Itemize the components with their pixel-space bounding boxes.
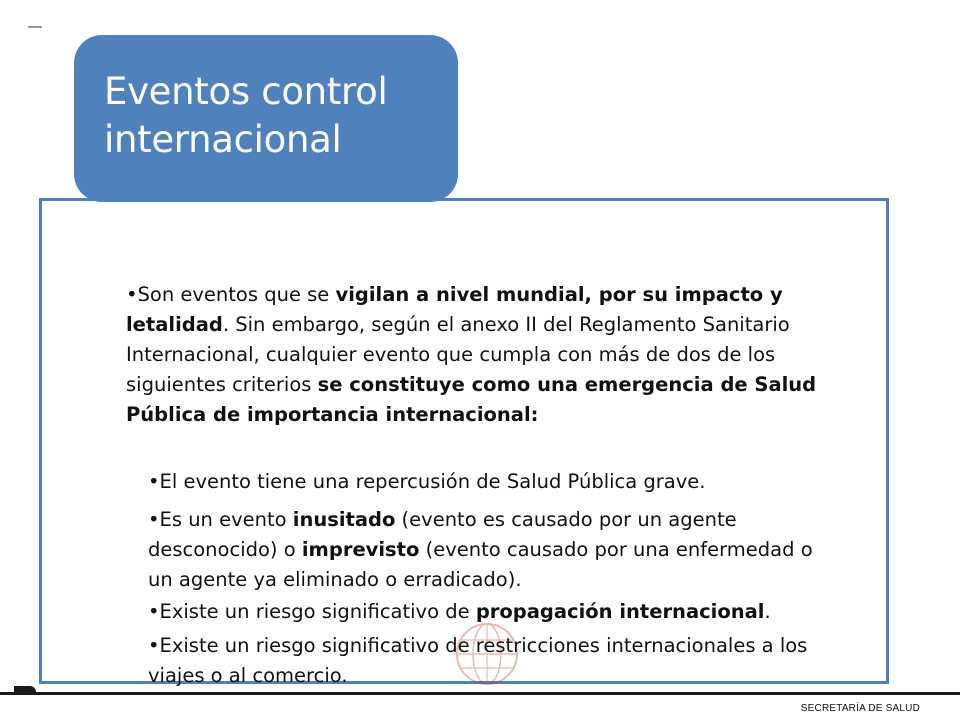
criterion-2-text-1: Es un evento: [159, 508, 293, 531]
criterion-2: [148, 505, 838, 595]
intro-bold-2: se constituye como una emergencia de Salud Pública de importancia internacional:: [126, 373, 817, 426]
title-box: [74, 35, 458, 202]
footer-divider: [0, 692, 960, 695]
bullet: •: [148, 634, 160, 657]
criterion-3: [148, 597, 838, 627]
criterion-3-bold: propagación internacional: [475, 600, 765, 623]
criterion-1: [148, 467, 838, 497]
criterion-2-text-2: (evento es causado por un agente desconocido) o: [148, 508, 737, 561]
title-line-2: internacional: [104, 118, 342, 161]
criterion-1-text: El evento tiene una repercusión de Salud Pública grave.: [159, 470, 706, 493]
title-line-1: Eventos control: [104, 70, 388, 113]
bullet: •: [126, 283, 138, 306]
intro-bold-1: vigilan a nivel mundial, por su impacto y letalidad: [126, 283, 783, 336]
footer-organization: SECRETARÍA DE SALUD: [800, 703, 920, 714]
intro-text-1: Son eventos que se: [137, 283, 336, 306]
bullet: •: [148, 508, 160, 531]
criterion-4-text: Existe un riesgo significativo de restricciones internacionales a los viajes o al comercio.: [148, 634, 808, 687]
bullet: •: [148, 470, 160, 493]
criterion-2-text-3: (evento causado por una enfermedad o un agente ya eliminado o erradicado).: [148, 538, 813, 591]
bullet: •: [148, 600, 160, 623]
criterion-2-bold-1: inusitado: [292, 508, 396, 531]
criterion-3-text-1: Existe un riesgo significativo de: [159, 600, 476, 623]
criterion-2-bold-2: imprevisto: [301, 538, 420, 561]
top-rule: [28, 26, 42, 28]
criterion-4: [148, 631, 838, 691]
criterion-3-text-2: .: [764, 600, 771, 623]
slide-title: [104, 68, 458, 164]
intro-paragraph: [126, 280, 846, 430]
intro-text-2: . Sin embargo, según el anexo II del Reglamento Sanitario Internacional, cualquier evento que cumpla con más de dos de los siguientes criterios: [126, 313, 790, 396]
